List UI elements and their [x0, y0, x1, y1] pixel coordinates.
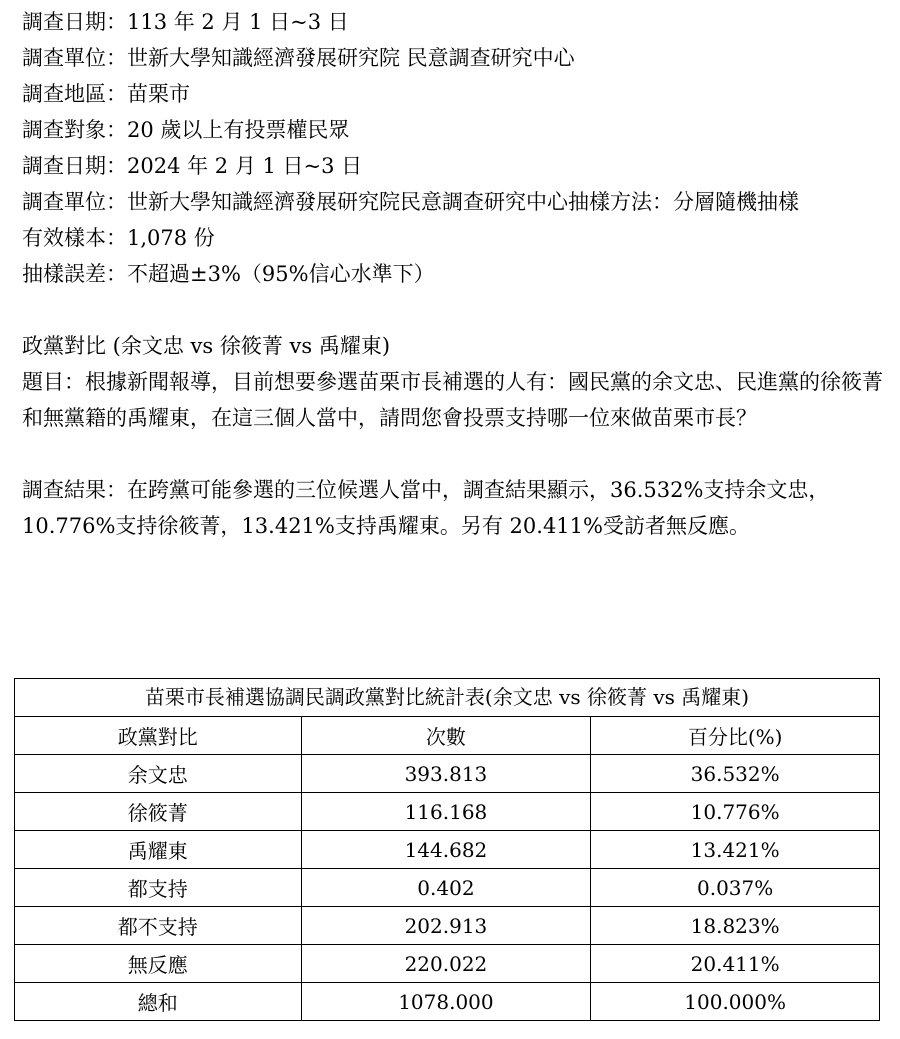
cell-percent: 10.776%	[591, 793, 880, 831]
sampling-error-line: 抽樣誤差：不超過±3%（95%信心水準下）	[22, 262, 435, 286]
cell-label: 余文忠	[15, 755, 302, 793]
cell-percent: 18.823%	[591, 907, 880, 945]
table-row-total	[15, 983, 880, 1021]
cell-label: 總和	[15, 983, 302, 1021]
table-row	[15, 755, 880, 793]
column-header-party: 政黨對比	[15, 717, 302, 755]
table-caption: 苗栗市長補選協調民調政黨對比統計表(余文忠 vs 徐筱菁 vs 禹耀東)	[14, 678, 880, 716]
table-row	[15, 831, 880, 869]
survey-target-line: 調查對象：20 歲以上有投票權民眾	[22, 118, 350, 142]
section-title: 政黨對比 (余文忠 vs 徐筱菁 vs 禹耀東)	[22, 334, 391, 358]
table-row	[15, 793, 880, 831]
table-row	[15, 869, 880, 907]
question-text: 題目：根據新聞報導，目前想要參選苗栗市長補選的人有：國民黨的余文忠、民進黨的徐筱菁和無黨籍的禹耀東，在這三個人當中，請問您會投票支持哪一位來做苗栗市長？	[22, 370, 883, 430]
document-body	[22, 4, 888, 544]
cell-count: 1078.000	[301, 983, 591, 1021]
survey-date-line-2: 調查日期：2024 年 2 月 1 日~3 日	[22, 154, 363, 178]
cell-percent: 13.421%	[591, 831, 880, 869]
cell-percent: 20.411%	[591, 945, 880, 983]
statistics-table	[14, 678, 880, 1021]
cell-count: 220.022	[301, 945, 591, 983]
cell-label: 都支持	[15, 869, 302, 907]
table-row	[15, 945, 880, 983]
spacer	[22, 292, 888, 328]
cell-count: 0.402	[301, 869, 591, 907]
column-header-percent: 百分比(%)	[591, 717, 880, 755]
result-text: 調查結果：在跨黨可能參選的三位候選人當中，調查結果顯示，36.532%支持余文忠， 10.776%支持徐筱菁，13.421%支持禹耀東。另有 20.411%受訪者無反應。	[22, 478, 830, 538]
cell-label: 都不支持	[15, 907, 302, 945]
cell-label: 無反應	[15, 945, 302, 983]
survey-date-line: 調查日期：113 年 2 月 1 日~3 日	[22, 10, 349, 34]
cell-label: 禹耀東	[15, 831, 302, 869]
valid-sample-line: 有效樣本：1,078 份	[22, 226, 215, 250]
cell-label: 徐筱菁	[15, 793, 302, 831]
statistics-table-container	[14, 678, 880, 1021]
cell-percent: 100.000%	[591, 983, 880, 1021]
table-row	[15, 907, 880, 945]
table-header-row	[15, 717, 880, 755]
cell-count: 116.168	[301, 793, 591, 831]
cell-percent: 0.037%	[591, 869, 880, 907]
survey-unit-sampling-line: 調查單位：世新大學知識經濟發展研究院民意調查研究中心抽樣方法：分層隨機抽樣	[22, 190, 799, 214]
survey-area-line: 調查地區：苗栗市	[22, 82, 190, 106]
spacer	[22, 436, 888, 472]
survey-unit-line: 調查單位：世新大學知識經濟發展研究院 民意調查研究中心	[22, 46, 575, 70]
cell-percent: 36.532%	[591, 755, 880, 793]
cell-count: 202.913	[301, 907, 591, 945]
cell-count: 393.813	[301, 755, 591, 793]
column-header-count: 次數	[301, 717, 591, 755]
cell-count: 144.682	[301, 831, 591, 869]
